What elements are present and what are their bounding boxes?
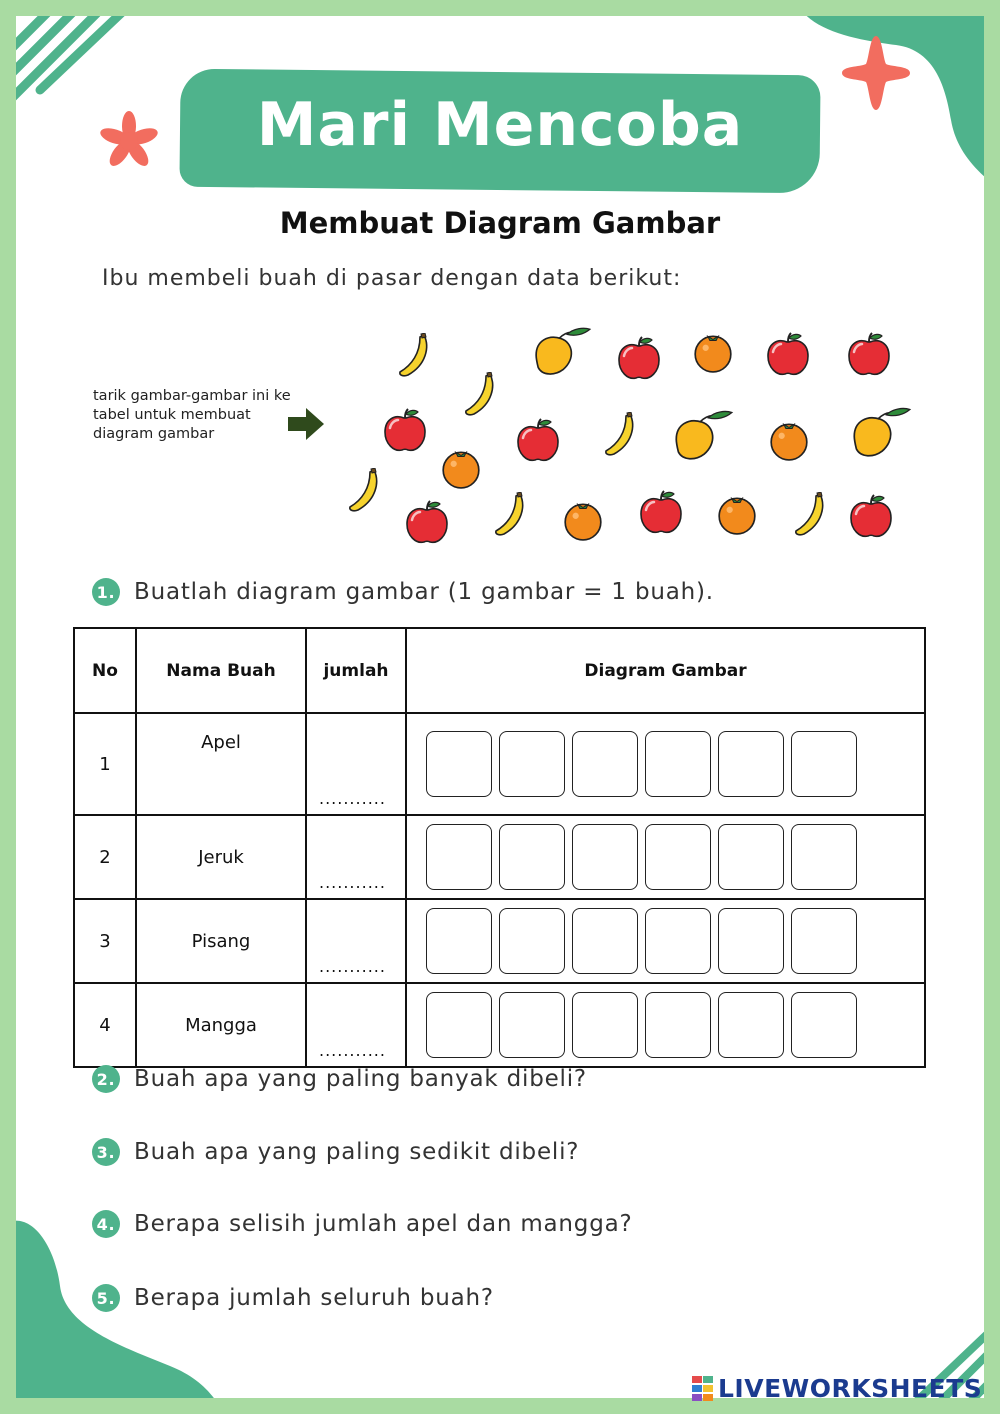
drop-box[interactable] [499, 908, 565, 974]
drop-box[interactable] [426, 908, 492, 974]
question-3[interactable] [92, 1138, 579, 1166]
liveworksheets-logo[interactable] [692, 1374, 982, 1403]
question-2[interactable] [92, 1065, 587, 1093]
drop-box[interactable] [791, 992, 857, 1058]
banana-icon[interactable] [490, 492, 530, 540]
banana-icon[interactable] [600, 412, 640, 460]
row-number: 3 [74, 899, 136, 983]
drop-box[interactable] [645, 731, 711, 797]
orange-icon[interactable] [440, 446, 482, 490]
table-row [74, 815, 925, 899]
drop-box[interactable] [499, 992, 565, 1058]
page-subtitle: Membuat Diagram Gambar [279, 206, 721, 240]
question-2-text: Buah apa yang paling banyak dibeli? [134, 1066, 587, 1092]
question-4-number: 4. [92, 1210, 120, 1238]
question-4-text: Berapa selisih jumlah apel dan mangga? [134, 1211, 633, 1237]
row-number: 1 [74, 713, 136, 815]
header-fruit-name: Nama Buah [136, 628, 306, 713]
arrow-right-icon [288, 406, 324, 442]
diagram-cell [406, 899, 925, 983]
mango-icon[interactable] [532, 322, 592, 382]
drop-box[interactable] [572, 731, 638, 797]
mango-icon[interactable] [672, 405, 734, 467]
diagram-cell [406, 815, 925, 899]
drop-box[interactable] [791, 908, 857, 974]
apple-icon[interactable] [848, 494, 894, 540]
drag-hint-text: tarik gambar-gambar ini ke tabel untuk membuat diagram gambar [93, 388, 291, 442]
question-5-number: 5. [92, 1284, 120, 1312]
diagram-cell [406, 983, 925, 1067]
banana-icon[interactable] [460, 372, 500, 420]
coral-sparkle-right-icon [842, 36, 910, 110]
question-2-number: 2. [92, 1065, 120, 1093]
drop-box[interactable] [572, 992, 638, 1058]
count-blank: ........... [319, 789, 386, 808]
header-no: No [74, 628, 136, 713]
drop-box[interactable] [426, 731, 492, 797]
table-row [74, 983, 925, 1067]
drop-box[interactable] [718, 824, 784, 890]
header-diagram: Diagram Gambar [406, 628, 925, 713]
table-row [74, 899, 925, 983]
apple-icon[interactable] [846, 332, 892, 378]
drop-box[interactable] [572, 908, 638, 974]
liveworksheets-mark-icon [692, 1376, 714, 1402]
row-number: 2 [74, 815, 136, 899]
question-5[interactable] [92, 1284, 494, 1312]
apple-icon[interactable] [404, 500, 450, 546]
question-3-text: Buah apa yang paling sedikit dibeli? [134, 1139, 580, 1165]
question-3-number: 3. [92, 1138, 120, 1166]
drop-box[interactable] [791, 731, 857, 797]
banana-icon[interactable] [344, 468, 384, 516]
row-fruit-name: Mangga [136, 983, 306, 1067]
drop-box[interactable] [718, 992, 784, 1058]
question-5-text: Berapa jumlah seluruh buah? [134, 1285, 494, 1311]
drop-box[interactable] [426, 992, 492, 1058]
count-cell[interactable] [306, 815, 406, 899]
table-row [74, 713, 925, 815]
table-header-row [74, 628, 925, 713]
row-fruit-name: Apel [136, 713, 306, 815]
question-1-number: 1. [92, 578, 120, 606]
count-cell[interactable] [306, 899, 406, 983]
orange-icon[interactable] [716, 492, 758, 536]
apple-icon[interactable] [515, 418, 561, 464]
question-1 [92, 578, 714, 606]
corner-stripes-top-left [16, 16, 160, 110]
apple-icon[interactable] [382, 408, 428, 454]
count-blank: ........... [319, 1041, 386, 1060]
orange-icon[interactable] [768, 418, 810, 462]
intro-text: Ibu membeli buah di pasar dengan data berikut: [102, 266, 682, 291]
count-blank: ........... [319, 957, 386, 976]
count-cell[interactable] [306, 713, 406, 815]
pictograph-table [73, 627, 926, 1068]
apple-icon[interactable] [638, 490, 684, 536]
drop-box[interactable] [499, 824, 565, 890]
count-blank: ........... [319, 873, 386, 892]
coral-star-left-icon [98, 110, 160, 172]
row-fruit-name: Jeruk [136, 815, 306, 899]
drop-box[interactable] [645, 992, 711, 1058]
banana-icon[interactable] [790, 492, 830, 540]
page-title: Mari Mencoba [256, 90, 744, 160]
row-fruit-name: Pisang [136, 899, 306, 983]
orange-icon[interactable] [562, 498, 604, 542]
question-1-text: Buatlah diagram gambar (1 gambar = 1 buah). [134, 579, 714, 605]
banana-icon[interactable] [394, 333, 434, 381]
drop-box[interactable] [645, 908, 711, 974]
drop-box[interactable] [499, 731, 565, 797]
drop-box[interactable] [572, 824, 638, 890]
apple-icon[interactable] [616, 336, 662, 382]
drop-box[interactable] [718, 731, 784, 797]
question-4[interactable] [92, 1210, 633, 1238]
drop-box[interactable] [426, 824, 492, 890]
drop-box[interactable] [791, 824, 857, 890]
drop-box[interactable] [645, 824, 711, 890]
mango-icon[interactable] [850, 402, 912, 464]
row-number: 4 [74, 983, 136, 1067]
liveworksheets-text: LIVEWORKSHEETS [718, 1374, 983, 1403]
diagram-cell [406, 713, 925, 815]
orange-icon[interactable] [692, 330, 734, 374]
count-cell[interactable] [306, 983, 406, 1067]
drop-box[interactable] [718, 908, 784, 974]
apple-icon[interactable] [765, 332, 811, 378]
header-count: jumlah [306, 628, 406, 713]
